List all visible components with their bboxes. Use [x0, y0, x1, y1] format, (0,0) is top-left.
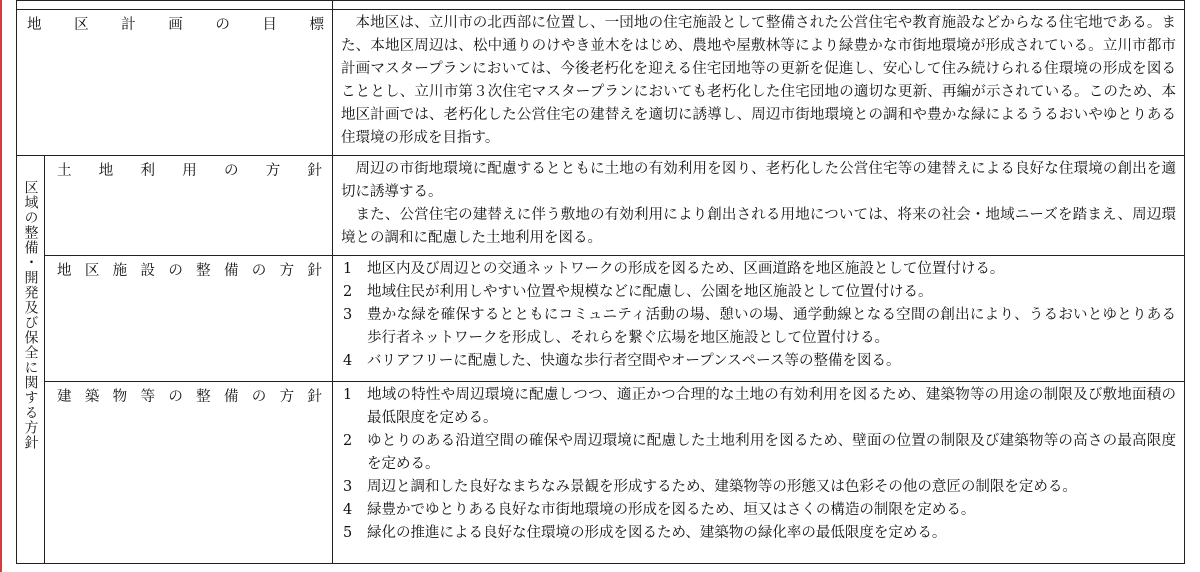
label-char: 目 — [262, 17, 277, 33]
buildings-label-cell — [45, 382, 333, 564]
land-use-paragraph-2: また、公営住宅の建替えに伴う敷地の有効利用により創出される用地については、将来の社会・地域ニーズを踏まえ、周辺環境との調和に配慮した土地利用を図る。 — [341, 207, 1176, 246]
buildings-item — [341, 522, 1176, 545]
land-use-content-cell — [333, 156, 1185, 256]
buildings-row — [17, 382, 1185, 564]
land-use-paragraph-1: 周辺の市街地環境に配慮するとともに土地の有効利用を図り、老朽化した公営住宅等の建替えによる良好な住環境の創出を適切に誘導する。 — [341, 161, 1176, 200]
label-char: 針 — [307, 163, 322, 179]
label-char: 針 — [307, 389, 322, 405]
buildings-item-number: 5 — [343, 525, 353, 541]
label-char: 計 — [121, 17, 136, 33]
buildings-item-number: 1 — [343, 387, 353, 403]
label-char: 整 — [196, 263, 211, 279]
buildings-item-text: 周辺と調和した良好なまちなみ景観を形成するため、建築物等の形態又は色彩その他の意匠の制限を定める。 — [367, 479, 1077, 495]
objective-row — [17, 10, 1185, 156]
buildings-item-number: 4 — [343, 502, 353, 518]
buildings-item — [341, 499, 1176, 522]
facilities-item-number: 4 — [343, 353, 353, 369]
buildings-content-cell — [333, 382, 1185, 564]
facilities-item-text: 地区内及び周辺との交通ネットワークの形成を図るため、区画道路を地区施設として位置付ける。 — [367, 261, 1005, 277]
label-char: の — [251, 389, 267, 405]
cut-off-content-cell — [333, 1, 1185, 10]
label-char: の — [224, 163, 239, 179]
buildings-label — [57, 386, 322, 409]
objective-label-cell — [17, 10, 333, 156]
label-char: 用 — [182, 163, 197, 179]
facilities-label-cell — [45, 256, 333, 382]
facilities-item-number: 3 — [343, 307, 353, 323]
label-char: 築 — [84, 389, 100, 405]
label-char: 備 — [223, 389, 239, 405]
objective-paragraph: 本地区は、立川市の北西部に位置し、一団地の住宅施設として整備された公営住宅や教育施設などからなる住宅地である。また、本地区周辺は、松中通りのけやき並木をはじめ、農地や屋敷林等により緑豊かな市街地環境が形成されている。立川市都市計画マスタープランにおいては、今後老朽化を迎える住宅団地等の更新を促進し、安心して住み続けられる住環境の形成を図ることとし、立川市第３次住宅マスタープランにおいても老朽化した住宅団地の適切な更新、再編が示されている。このため、本地区計画では、老朽化した公営住宅の建替えを適切に誘導し、周辺市街地環境との調和や豊かな緑によるうるおいやゆとりある住環境の形成を目指す。 — [341, 15, 1176, 146]
cut-off-label-cell — [17, 1, 333, 10]
buildings-item-number: 2 — [343, 433, 353, 449]
label-char: の — [168, 263, 183, 279]
facilities-item — [341, 304, 1176, 350]
label-char: の — [168, 389, 183, 405]
facilities-label — [57, 260, 322, 283]
buildings-item-text: 地域の特性や周辺環境に配慮しつつ、適正かつ合理的な土地の有効利用を図るため、建築物等の用途の制限及び敷地面積の最低限度を定める。 — [367, 387, 1176, 426]
facilities-list — [341, 258, 1176, 373]
label-char: 方 — [265, 163, 281, 179]
label-char: 等 — [140, 389, 155, 405]
facilities-item-number: 2 — [343, 284, 353, 300]
facilities-item-number: 1 — [343, 261, 353, 277]
cut-off-top-row — [17, 1, 1185, 10]
label-char: 針 — [307, 263, 322, 279]
facilities-item-text: 豊かな緑を確保するとともにコミュニティ活動の場、憩いの場、通学動線となる空間の創出により、うるおいとゆとりある歩行者ネットワークを形成し、それらを繋ぐ広場を地区施設として位置付ける。 — [367, 307, 1176, 346]
facilities-item — [341, 350, 1176, 373]
label-char: 地 — [98, 163, 114, 179]
label-char: 画 — [168, 17, 183, 33]
label-char: の — [251, 263, 267, 279]
buildings-list — [341, 384, 1176, 545]
facilities-item — [341, 281, 1176, 304]
facilities-item — [341, 258, 1176, 281]
label-char: 建 — [57, 389, 72, 405]
label-char: 標 — [309, 17, 324, 33]
label-char: 地 — [57, 263, 72, 279]
buildings-item-number: 3 — [343, 479, 353, 495]
policy-group-label-cell — [17, 156, 45, 564]
land-use-row — [17, 156, 1185, 256]
label-char: 方 — [279, 389, 295, 405]
buildings-item — [341, 430, 1176, 476]
label-char: 土 — [57, 163, 72, 179]
label-char: 設 — [140, 263, 155, 279]
label-char: 区 — [74, 17, 89, 33]
buildings-item-text: 緑豊かでゆとりある良好な市街地環境の形成を図るため、垣又はさくの構造の制限を定める。 — [367, 502, 976, 518]
district-plan-table — [16, 0, 1185, 564]
objective-content-cell — [333, 10, 1185, 156]
buildings-item-text: 緑化の推進による良好な住環境の形成を図るため、建築物の緑化率の最低限度を定める。 — [367, 525, 947, 541]
label-char: 利 — [140, 163, 155, 179]
facilities-item-text: バリアフリーに配慮した、快適な歩行者空間やオープンスペース等の整備を図る。 — [367, 353, 901, 369]
document-page — [16, 0, 1184, 566]
left-edge-marker — [0, 0, 2, 572]
objective-label — [27, 14, 324, 37]
facilities-content-cell — [333, 256, 1185, 382]
buildings-item-text: ゆとりのある沿道空間の確保や周辺環境に配慮した土地利用を図るため、壁面の位置の制限及び建築物等の高さの最高限度を定める。 — [367, 433, 1176, 472]
label-char: 地 — [27, 17, 42, 33]
label-char: 区 — [84, 263, 100, 279]
facilities-item-text: 地域住民が利用しやすい位置や規模などに配慮し、公園を地区施設として位置付ける。 — [367, 284, 933, 300]
label-char: 施 — [112, 263, 128, 279]
label-char: 整 — [196, 389, 211, 405]
buildings-item — [341, 476, 1176, 499]
policy-group-label: 区域の整備・開発及び保全に関する方針 — [22, 180, 39, 450]
label-char: 方 — [279, 263, 295, 279]
label-char: 備 — [223, 263, 239, 279]
land-use-label — [57, 160, 322, 183]
land-use-label-cell — [45, 156, 333, 256]
label-char: 物 — [112, 389, 128, 405]
facilities-row — [17, 256, 1185, 382]
label-char: の — [215, 17, 230, 33]
buildings-item — [341, 384, 1176, 430]
